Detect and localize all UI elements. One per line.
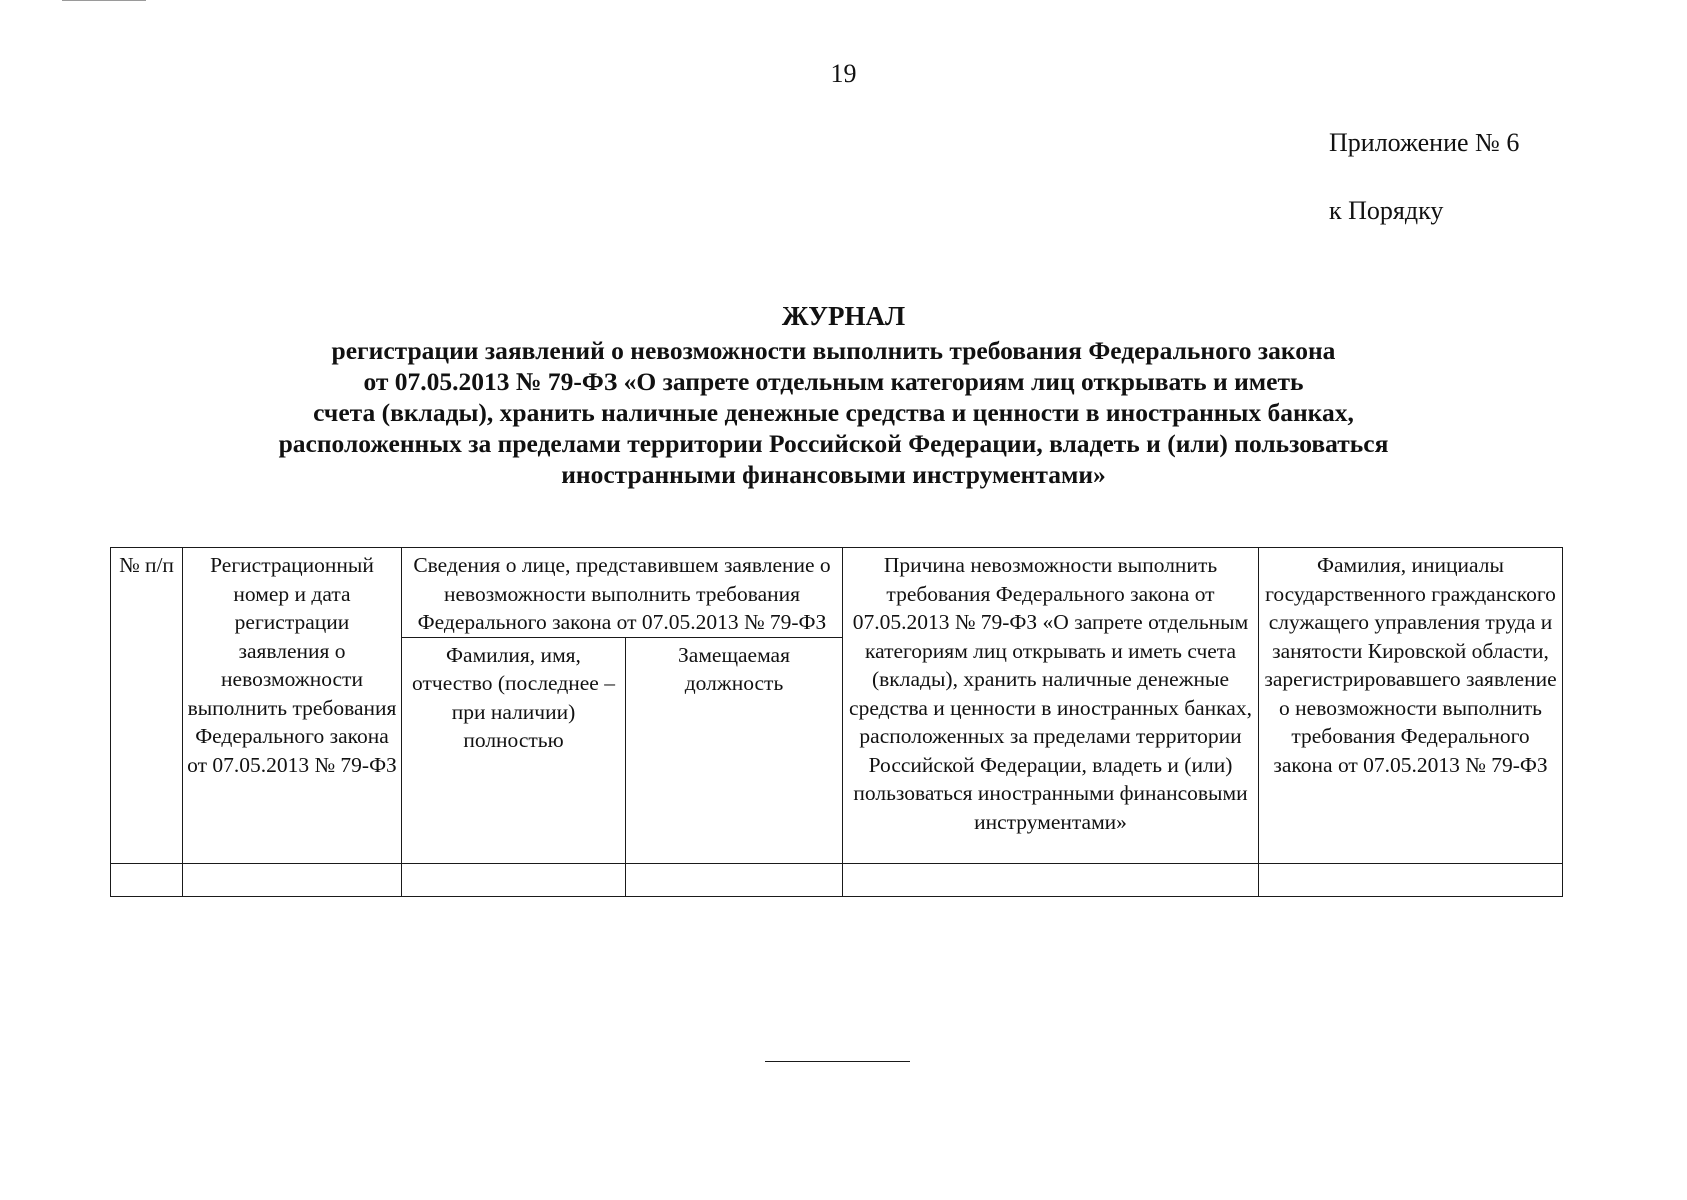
appendix-reference: к Порядку (1329, 196, 1444, 225)
header-number: № п/п (111, 548, 183, 864)
table-row (111, 863, 1563, 896)
subtitle-line: регистрации заявлений о невозможности выполнить требования Федерального закона (331, 336, 1336, 365)
cell-full-name (402, 863, 626, 896)
scan-edge-mark (62, 0, 146, 1)
header-full-name: Фамилия, имя, отчество (последнее – при наличии) полностью (402, 637, 626, 863)
cell-reason (843, 863, 1259, 896)
cell-number (111, 863, 183, 896)
header-official: Фамилия, инициалы государственного гражданского служащего управления труда и занятости Кировской области, зарегистрировавшего заявление о невозможности выполнить требования Федерального закона от 07.05.2013 № 79-ФЗ (1259, 548, 1563, 864)
registration-journal-table (110, 547, 1563, 897)
document-subtitle (193, 335, 1474, 490)
subtitle-line: иностранными финансовыми инструментами» (561, 460, 1106, 489)
page-number: 19 (830, 59, 857, 88)
cell-registration (183, 863, 402, 896)
appendix-label: Приложение № 6 (1329, 128, 1520, 157)
subtitle-line: от 07.05.2013 № 79-ФЗ «О запрете отдельным категориям лиц открывать и иметь (363, 367, 1304, 396)
header-person-info: Сведения о лице, представившем заявление о невозможности выполнить требования Федерального закона от 07.05.2013 № 79-ФЗ (402, 548, 843, 638)
header-row (111, 548, 1563, 638)
subtitle-line: расположенных за пределами территории Российской Федерации, владеть и (или) пользоваться (278, 429, 1389, 458)
subtitle-line: счета (вклады), хранить наличные денежные средства и ценности в иностранных банках, (313, 398, 1354, 427)
document-title: ЖУРНАЛ (781, 301, 906, 331)
cell-official (1259, 863, 1563, 896)
header-registration: Регистрационный номер и дата регистрации заявления о невозможности выполнить требования Федерального закона от 07.05.2013 № 79-ФЗ (183, 548, 402, 864)
header-reason: Причина невозможности выполнить требования Федерального закона от 07.05.2013 № 79-ФЗ «О запрете отдельным категориям лиц открывать и иметь счета (вклады), хранить наличные денежные средства и ценности в иностранных банках, расположенных за пределами территории Российской Федерации, владеть и (или) пользоваться иностранными финансовыми инструментами» (843, 548, 1259, 864)
table-body (111, 863, 1563, 896)
cell-position (626, 863, 843, 896)
closing-rule (765, 1061, 910, 1062)
table-header (111, 548, 1563, 864)
header-position: Замещаемая должность (626, 637, 843, 863)
